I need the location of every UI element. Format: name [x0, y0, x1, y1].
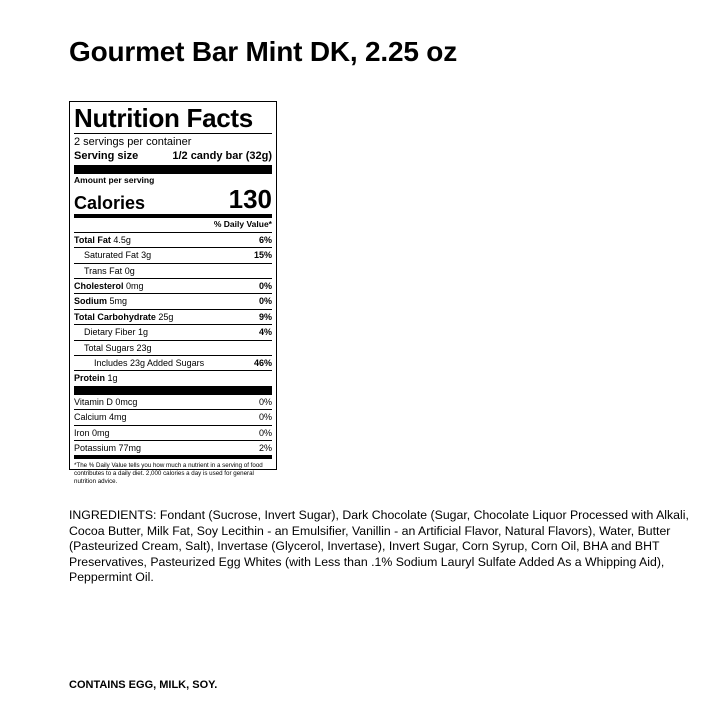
- amount-per-serving: Amount per serving: [74, 175, 155, 186]
- nutrient-row-saturated-fat: [74, 247, 272, 262]
- micro-dv: 0%: [258, 396, 272, 407]
- nutrient-amount: 0mg: [126, 281, 144, 291]
- serving-size-value: 1/2 candy bar (32g): [172, 149, 272, 162]
- nutrient-amount: 1g: [107, 373, 118, 384]
- daily-value-footnote: *The % Daily Value tells you how much a nutrient in a serving of food contributes to a daily diet. 2,000 calories a day is used for general nutrition advice.: [74, 462, 263, 486]
- nutrient-dv: 9%: [258, 311, 272, 322]
- nutrient-row-protein: [74, 370, 272, 385]
- nutrient-row-total-fat: [74, 232, 272, 247]
- nutrient-row-dietary-fiber: [74, 324, 272, 339]
- heavy-divider: [74, 165, 272, 174]
- micro-row-vitamin-d: [74, 395, 272, 409]
- micro-row-calcium: [74, 409, 272, 424]
- nutrient-amount: 4.5g: [113, 234, 131, 245]
- nutrient-row-trans-fat: [74, 263, 272, 278]
- micro-dv: 2%: [258, 442, 272, 453]
- nutrient-row-cholesterol: [74, 278, 272, 293]
- nutrient-name: Saturated Fat: [84, 250, 139, 261]
- nutrient-name: Dietary Fiber: [84, 327, 136, 338]
- micro-name: Calcium: [74, 412, 107, 423]
- micro-row-potassium: [74, 440, 272, 455]
- nutrition-facts-heading: Nutrition Facts: [74, 103, 253, 133]
- micro-amount: 0mcg: [115, 396, 138, 407]
- nutrient-amount: 3g: [141, 250, 152, 261]
- nutrient-dv: 0%: [258, 296, 272, 307]
- nutrient-dv: 4%: [258, 327, 272, 338]
- product-title: Gourmet Bar Mint DK, 2.25 oz: [69, 36, 458, 67]
- calories-value: 130: [228, 184, 272, 215]
- nutrient-name: Total Fat: [74, 234, 111, 245]
- nutrient-amount: 23g: [136, 342, 152, 353]
- nutrient-name: Total Sugars: [84, 342, 135, 353]
- nutrient-amount: 5mg: [109, 296, 128, 307]
- nutrient-name: Trans Fat: [84, 265, 123, 276]
- daily-value-header: % Daily Value*: [213, 219, 272, 230]
- nutrient-amount: 0g: [124, 265, 135, 276]
- micro-name: Vitamin D: [74, 396, 113, 407]
- ingredients-text: INGREDIENTS: Fondant (Sucrose, Invert Sugar), Dark Chocolate (Sugar, Chocolate Liquor Processed with Alkali, Cocoa Butter, Milk Fat, Soy Lecithin - an Emulsifier, Vanillin - an Artificial Flavor, Natural Flavors), Water, Butter (Pasteurized Cream, Salt), Invertase (Glycerol, Invertase), Invert Sugar, Corn Syrup, Corn Oil, BHA and BHT Preservatives, Pasteurized Egg Whites (with Less than .1% Sodium Lauryl Sulfate Added As a Whipping Aid), Peppermint Oil.: [69, 508, 689, 584]
- serving-size-label: Serving size: [74, 149, 139, 162]
- nutrient-row-sodium: [74, 293, 272, 308]
- micro-dv: 0%: [258, 427, 272, 438]
- micro-name: Iron: [74, 427, 90, 438]
- nutrient-name: Cholesterol: [74, 281, 124, 291]
- micro-amount: 0mg: [92, 427, 110, 438]
- divider: [74, 133, 272, 134]
- allergen-statement: CONTAINS EGG, MILK, SOY.: [69, 679, 218, 691]
- nutrient-name: Includes 23g Added Sugars: [94, 357, 205, 368]
- nutrient-row-total-sugars: [74, 340, 272, 355]
- micro-amount: 77mg: [118, 442, 142, 453]
- calories-row: [74, 184, 272, 215]
- micro-row-iron: [74, 425, 272, 440]
- nutrient-dv: 15%: [253, 250, 272, 261]
- nutrient-dv: 6%: [258, 234, 272, 245]
- serving-size-row: [74, 150, 272, 163]
- micro-amount: 4mg: [109, 412, 127, 423]
- nutrient-amount: 1g: [138, 327, 149, 338]
- servings-per-container: 2 servings per container: [74, 136, 192, 148]
- nutrient-dv: 0%: [258, 281, 272, 291]
- nutrient-amount: 25g: [158, 311, 174, 322]
- nutrition-facts-label: [69, 101, 277, 486]
- nutrient-name: Total Carbohydrate: [74, 311, 156, 322]
- nutrient-row-added-sugars: [74, 355, 272, 370]
- nutrient-row-total-carbohydrate: [74, 309, 272, 324]
- heavy-divider: [74, 386, 272, 395]
- micro-dv: 0%: [258, 412, 272, 423]
- nutrient-dv: 46%: [253, 357, 272, 368]
- micro-name: Potassium: [74, 442, 117, 453]
- calories-label: Calories: [74, 193, 146, 214]
- nutrient-name: Protein: [74, 373, 106, 384]
- nutrient-name: Sodium: [74, 296, 107, 307]
